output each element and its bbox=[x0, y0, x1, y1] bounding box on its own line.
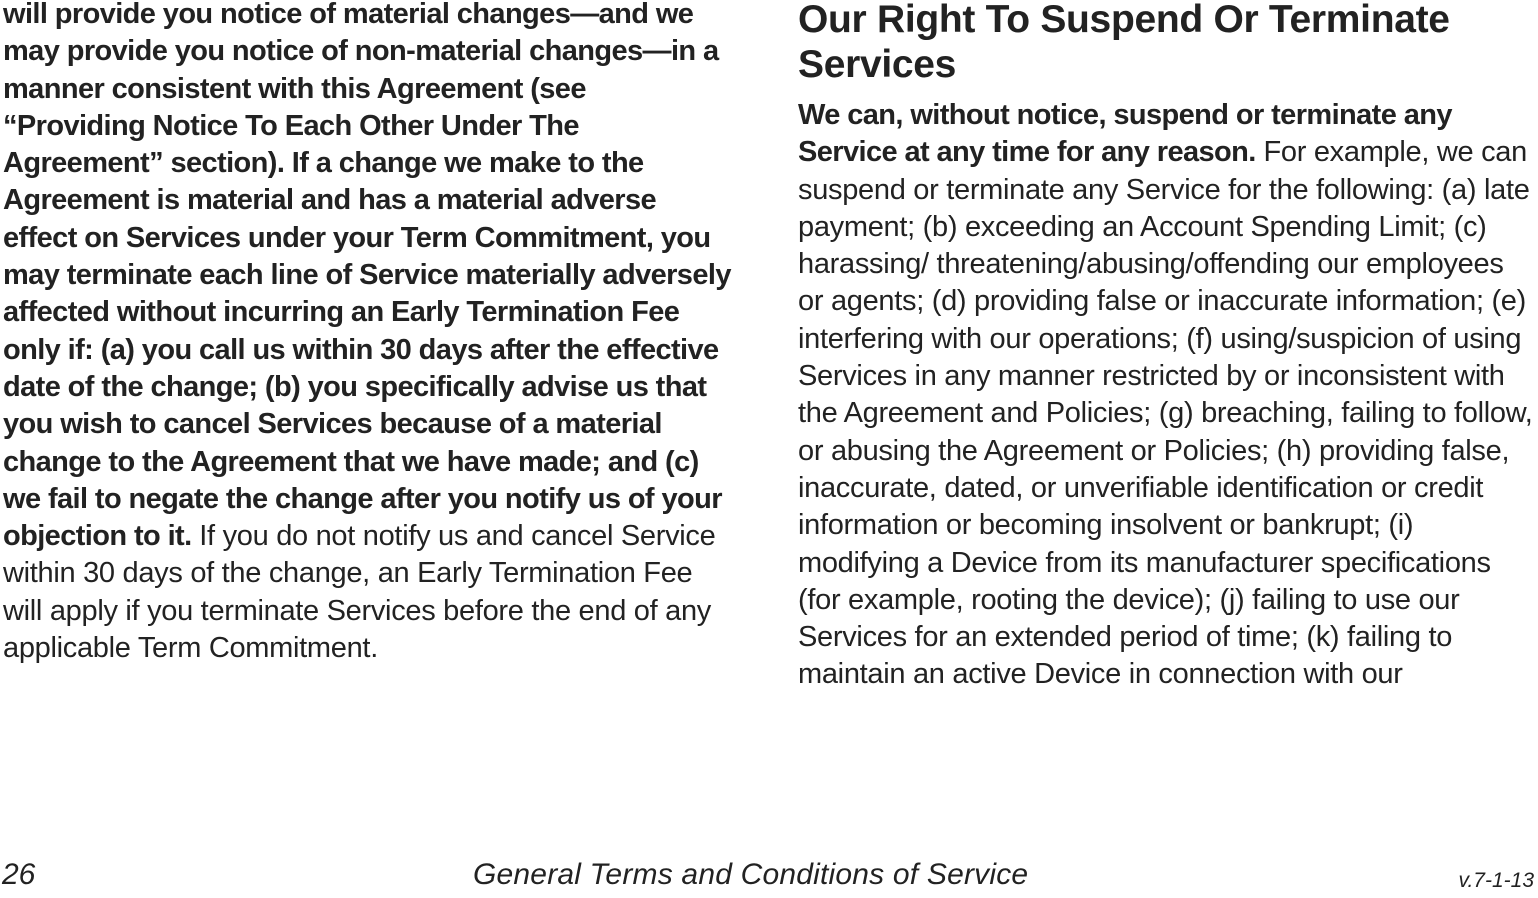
right-column bbox=[798, 0, 1534, 694]
right-bold-text: We can, without notice, suspend or terminate any Service at any time for any reason. bbox=[798, 99, 1452, 169]
document-title: General Terms and Conditions of Service bbox=[473, 858, 1029, 891]
left-normal-text: If you do not notify us and cancel Service within 30 days of the change, an Early Termination Fee will apply if you terminate Services before the end of any applicable Term Commitment. bbox=[3, 520, 716, 665]
left-column bbox=[3, 0, 731, 667]
right-normal-text: For example, we can suspend or terminate any Service for the following: (a) late payment; (b) exceeding an Account Spending Limit; (c) harassing/ threatening/abusing/offending our employees or agents; (d) providing false or inaccurate information; (e) interfering with our operations; (f) using/suspicion of using Services in any manner restricted by or inconsistent with the Agreement and Policies; (g) breaching, failing to follow, or abusing the Agreement or Policies; (h) providing false, inaccurate, dated, or unverifiable identification or credit information or becoming insolvent or bankrupt; (i) modifying a Device from its manufacturer specifications (for example, rooting the device); (j) failing to use our Services for an extended period of time; (k) failing to maintain an active Device in connection with our bbox=[798, 136, 1533, 691]
page-number: 26 bbox=[2, 858, 36, 891]
left-paragraph bbox=[3, 0, 731, 667]
left-bold-text: will provide you notice of material changes—and we may provide you notice of non-material changes—in a manner consistent with this Agreement (see “Providing Notice To Each Other Under The Agreement” section). If a change we make to the Agreement is material and has a material adverse effect on Services under your Term Commitment, you may terminate each line of Service materially adversely affected without incurring an Early Termination Fee only if: (a) you call us within 30 days after the effective date of the change; (b) you specifically advise us that you wish to cancel Services because of a material change to the Agreement that we have made; and (c) we fail to negate the change after you notify us of your objection to it. bbox=[3, 0, 731, 553]
version-label: v.7-1-13 bbox=[1458, 869, 1534, 892]
section-heading: Our Right To Suspend Or Terminate Services bbox=[798, 0, 1450, 86]
page-footer bbox=[0, 858, 1538, 892]
right-paragraph bbox=[798, 97, 1534, 694]
